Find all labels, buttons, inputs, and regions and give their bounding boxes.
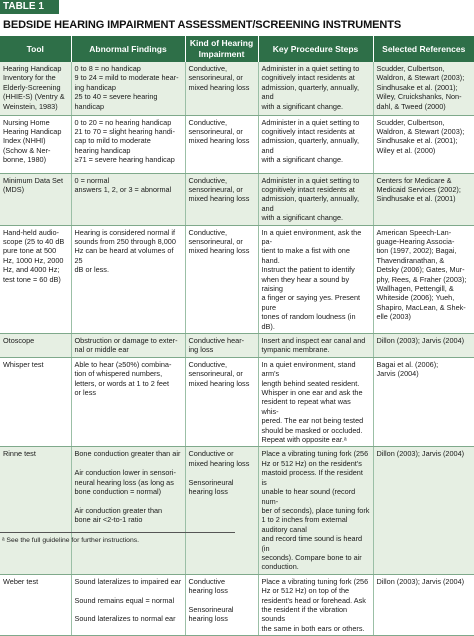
table-title: BEDSIDE HEARING IMPAIRMENT ASSESSMENT/SCREENING INSTRUMENTS	[3, 19, 402, 31]
cell-tool: Minimum Data Set (MDS)	[0, 173, 71, 225]
cell-findings: Obstruction or damage to exter- nal or middle ear	[71, 334, 185, 358]
cell-findings: Bone conduction greater than air Air conduction lower in sensori- neural hearing loss (as long as bone conduction = normal) Air conduction greater than bone air <2-to-1 ratio	[71, 447, 185, 574]
cell-steps: Administer in a quiet setting to cognitively intact residents at admission, quarterly, annually, and with a significant change.	[258, 115, 373, 173]
cell-refs: Bagai et al. (2006); Jarvis (2004)	[373, 357, 474, 447]
header-abnormal-findings: Abnormal Findings	[71, 36, 185, 62]
header-row	[0, 36, 474, 62]
header-kind-of-impairment: Kind of Hearing Impairment	[185, 36, 258, 62]
cell-findings: 0 to 20 = no hearing handicap 21 to 70 = slight hearing handi- cap to mild to moderate hearing handicap ≥71 = severe hearing handicap	[71, 115, 185, 173]
table-row	[0, 62, 474, 115]
cell-steps: Administer in a quiet setting to cognitively intact residents at admission, quarterly, annually, and with a significant change.	[258, 173, 373, 225]
cell-steps: In a quiet environment, ask the pa- tient to make a fist with one hand. Instruct the patient to identify when they hear a sound by raising a finger or saying yes. Present pure tones of random loudness (in dB).	[258, 225, 373, 333]
cell-tool: Weber test	[0, 574, 71, 635]
cell-findings: Sound lateralizes to impaired ear Sound remains equal = normal Sound lateralizes to normal ear	[71, 574, 185, 635]
header-tool: Tool	[0, 36, 71, 62]
cell-tool: Hearing Handicap Inventory for the Elderly-Screening (HHIE-S) (Ventry & Weinstein, 1983)	[0, 62, 71, 115]
cell-kind: Conductive, sensorineural, or mixed hearing loss	[185, 173, 258, 225]
cell-refs: Dillon (2003); Jarvis (2004)	[373, 447, 474, 574]
cell-steps: Insert and inspect ear canal and tympanic membrane.	[258, 334, 373, 358]
cell-findings: 0 = normal answers 1, 2, or 3 = abnormal	[71, 173, 185, 225]
footnote-divider	[0, 532, 235, 533]
cell-refs: Centers for Medicare & Medicaid Services (2002); Sindhusake et al. (2001)	[373, 173, 474, 225]
footnote: ᵃ See the full guideline for further instructions.	[2, 537, 140, 544]
table-row	[0, 225, 474, 333]
cell-refs: American Speech-Lan- guage-Hearing Associa- tion (1997, 2002); Bagai, Thavendiranathan, & Detsky (2006); Gates, Mur- phy, Rees, & Fraher (2003); Wallhagen, Pettengill, & Whiteside (2006); Yueh, Shapiro, MacLean, & Shek- elle (2003)	[373, 225, 474, 333]
table-row	[0, 574, 474, 635]
cell-tool: Whisper test	[0, 357, 71, 447]
cell-kind: Conductive, sensorineural, or mixed hearing loss	[185, 357, 258, 447]
cell-refs: Dillon (2003); Jarvis (2004)	[373, 574, 474, 635]
table-row	[0, 447, 474, 574]
cell-kind: Conductive, sensorineural, or mixed hearing loss	[185, 62, 258, 115]
cell-kind: Conductive or mixed hearing loss Sensorineural hearing loss	[185, 447, 258, 574]
cell-refs: Scudder, Culbertson, Waldron, & Stewart (2003); Sindhusake et al. (2001); Wiley, Cruickshanks, Non- dahl, & Tweed (2000)	[373, 62, 474, 115]
cell-steps: Administer in a quiet setting to cognitively intact residents at admission, quarterly, annually, and with a significant change.	[258, 62, 373, 115]
header-selected-references: Selected References	[373, 36, 474, 62]
table-row	[0, 173, 474, 225]
cell-kind: Conductive hear- ing loss	[185, 334, 258, 358]
table-row	[0, 334, 474, 358]
cell-tool: Nursing Home Hearing Handicap Index (NHHI) (Schow & Ner- bonne, 1980)	[0, 115, 71, 173]
cell-refs: Scudder, Culbertson, Waldron, & Stewart (2003); Sindhusake et al. (2001); Wiley et al. (2000)	[373, 115, 474, 173]
cell-tool: Hand-held audio- scope (25 to 40 dB pure tone at 500 Hz, 1000 Hz, 2000 Hz, and 4000 Hz; test tone = 60 dB)	[0, 225, 71, 333]
table-row	[0, 115, 474, 173]
cell-findings: Hearing is considered normal if sounds from 250 through 8,000 Hz can be heard at volumes of 25 dB or less.	[71, 225, 185, 333]
cell-steps: In a quiet environment, stand arm's length behind seated resident. Whisper in one ear and ask the resident to repeat what was whis- pered. The ear not being tested should be masked or occluded. Repeat with opposite ear.ᵃ	[258, 357, 373, 447]
cell-kind: Conductive hearing loss Sensorineural hearing loss	[185, 574, 258, 635]
cell-steps: Place a vibrating tuning fork (256 Hz or 512 Hz) on the resident's mastoid process. If the resident is unable to hear sound (record num- ber of seconds), place tuning fork 1 to 2 inches from external auditory canal and record time sound is heard (in seconds). Compare bone to air conduction.	[258, 447, 373, 574]
cell-findings: Able to hear (≥50%) combina- tion of whispered numbers, letters, or words at 1 to 2 feet or less	[71, 357, 185, 447]
cell-findings: 0 to 8 = no handicap 9 to 24 = mild to moderate hear- ing handicap 25 to 40 = severe hearing handicap	[71, 62, 185, 115]
cell-kind: Conductive, sensorineural, or mixed hearing loss	[185, 115, 258, 173]
cell-tool: Otoscope	[0, 334, 71, 358]
table-label: TABLE 1	[0, 0, 59, 14]
cell-steps: Place a vibrating tuning fork (256 Hz or 512 Hz) on top of the resident's head or forehead. Ask the resident if the vibration sounds the same in both ears or others.	[258, 574, 373, 635]
table-row	[0, 357, 474, 447]
header-key-procedure-steps: Key Procedure Steps	[258, 36, 373, 62]
screening-table	[0, 36, 474, 636]
cell-refs: Dillon (2003); Jarvis (2004)	[373, 334, 474, 358]
cell-tool: Rinne test	[0, 447, 71, 574]
cell-kind: Conductive, sensorineural, or mixed hearing loss	[185, 225, 258, 333]
